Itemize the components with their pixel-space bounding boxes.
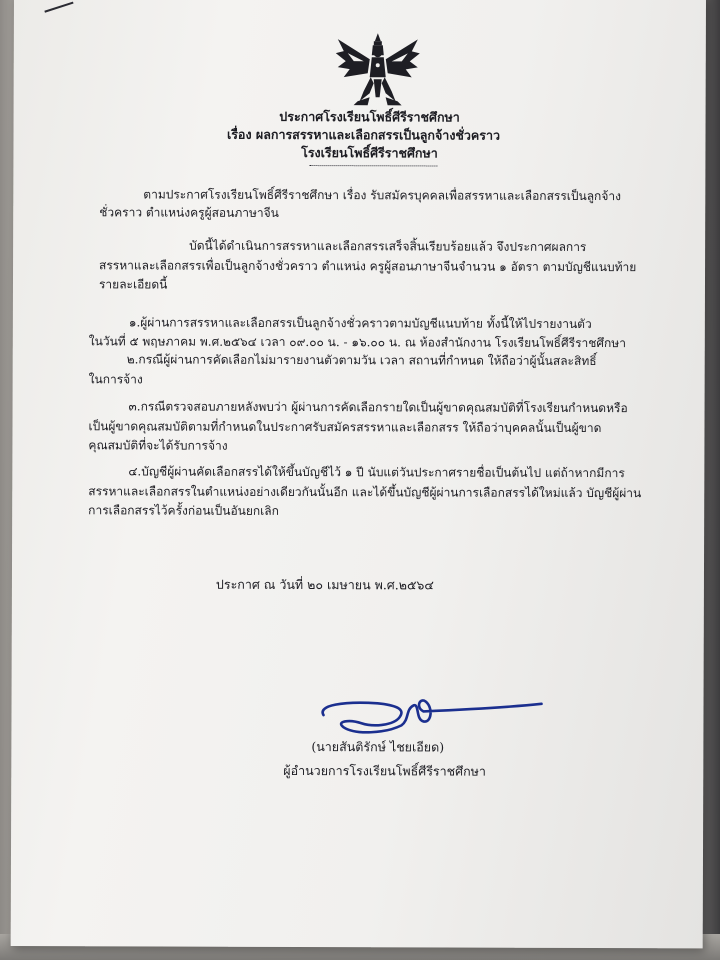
item-3-line-3: คุณสมบัติที่จะได้รับการจ้าง [88, 438, 228, 453]
announcement-line-1: บัดนี้ได้ดำเนินการสรรหาและเลือกสรรเสร็จสิ้นเรียบร้อยแล้ว จึงประกาศผลการ [189, 238, 587, 254]
announcement-line-3: รายละเอียดนี้ [98, 277, 168, 292]
item-4-line-1: ๔.บัญชีผู้ผ่านคัดเลือกสรรได้ให้ขึ้นบัญชีไว้ ๑ ปี นับแต่วันประกาศรายชื่อเป็นต้นไป แต่ถ้าหากมีการ [128, 464, 625, 481]
item-2-line-1: ๒.กรณีผู้ผ่านการคัดเลือกไม่มารายงานตัวตามวัน เวลา สถานที่กำหนด ให้ถือว่าผู้นั้นสละสิทธิ์ [126, 352, 597, 369]
announcement-line-2: สรรหาและเลือกสรรเพื่อเป็นลูกจ้างชั่วคราว ตำแหน่ง ครูผู้สอนภาษาจีนจำนวน ๑ อัตรา ตามบัญชีแนบท้าย [99, 258, 637, 275]
dotted-divider [309, 165, 437, 166]
announcement-subject: เรื่อง ผลการสรรหาและเลือกสรรเป็นลูกจ้างชั่วคราว [226, 126, 501, 143]
garuda-emblem-icon [334, 31, 422, 107]
signer-position: ผู้อำนวยการโรงเรียนโพธิ์ศีรีราชศึกษา [283, 762, 486, 779]
intro-line-2: ชั่วคราว ตำแหน่งครูผู้สอนภาษาจีน [99, 205, 279, 220]
item-4-line-3: การเลือกสรรไว้ครั้งก่อนเป็นอันยกเลิก [88, 503, 279, 518]
intro-line-1: ตามประกาศโรงเรียนโพธิ์ศีรีราชศึกษา เรื่อง รับสมัครบุคคลเพื่อสรรหาและเลือกสรรเป็นลูกจ้าง [143, 187, 621, 204]
announcement-date: ประกาศ ณ วันที่ ๒๐ เมษายน พ.ศ.๒๕๖๔ [215, 576, 434, 593]
signer-name: (นายสันติรักษ์ ไชยเอียด) [311, 739, 445, 755]
item-1-line-2: ในวันที่ ๕ พฤษภาคม พ.ศ.๒๕๖๔ เวลา ๐๙.๐๐ น. - ๑๖.๐๐ น. ณ ห้องสำนักงาน โรงเรียนโพธิ์ศีรีราชศึกษา [88, 334, 626, 351]
pen-mark [44, 2, 73, 13]
item-3-line-2: เป็นผู้ขาดคุณสมบัติตามที่กำหนดในประกาศรับสมัครสรรหาและเลือกสรร ให้ถือว่าบุคคลนั้นเป็นผู้ขาด [88, 419, 602, 436]
signature-mark [315, 693, 545, 744]
school-name: โรงเรียนโพธิ์ศีรีราชศึกษา [301, 145, 438, 161]
item-4-line-2: สรรหาและเลือกสรรในตำแหน่งอย่างเดียวกันนั้นอีก และได้ขึ้นบัญชีผู้ผ่านการเลือกสรรได้ใหม่แล้ว บัญชีผู้ผ่าน [88, 484, 642, 501]
document-page [11, 0, 706, 948]
item-1-line-1: ๑.ผู้ผ่านการสรรหาและเลือกสรรเป็นลูกจ้างชั่วคราวตามบัญชีแนบท้าย ทั้งนี้ให้ไปรายงานตัว [128, 315, 592, 332]
item-2-line-2: ในการจ้าง [88, 372, 143, 387]
item-3-line-1: ๓.กรณีตรวจสอบภายหลังพบว่า ผู้ผ่านการคัดเลือกรายใดเป็นผู้ขาดคุณสมบัติที่โรงเรียนกำหนดหรือ [128, 399, 628, 416]
announcement-title: ประกาศโรงเรียนโพธิ์ศีรีราชศึกษา [279, 108, 460, 125]
